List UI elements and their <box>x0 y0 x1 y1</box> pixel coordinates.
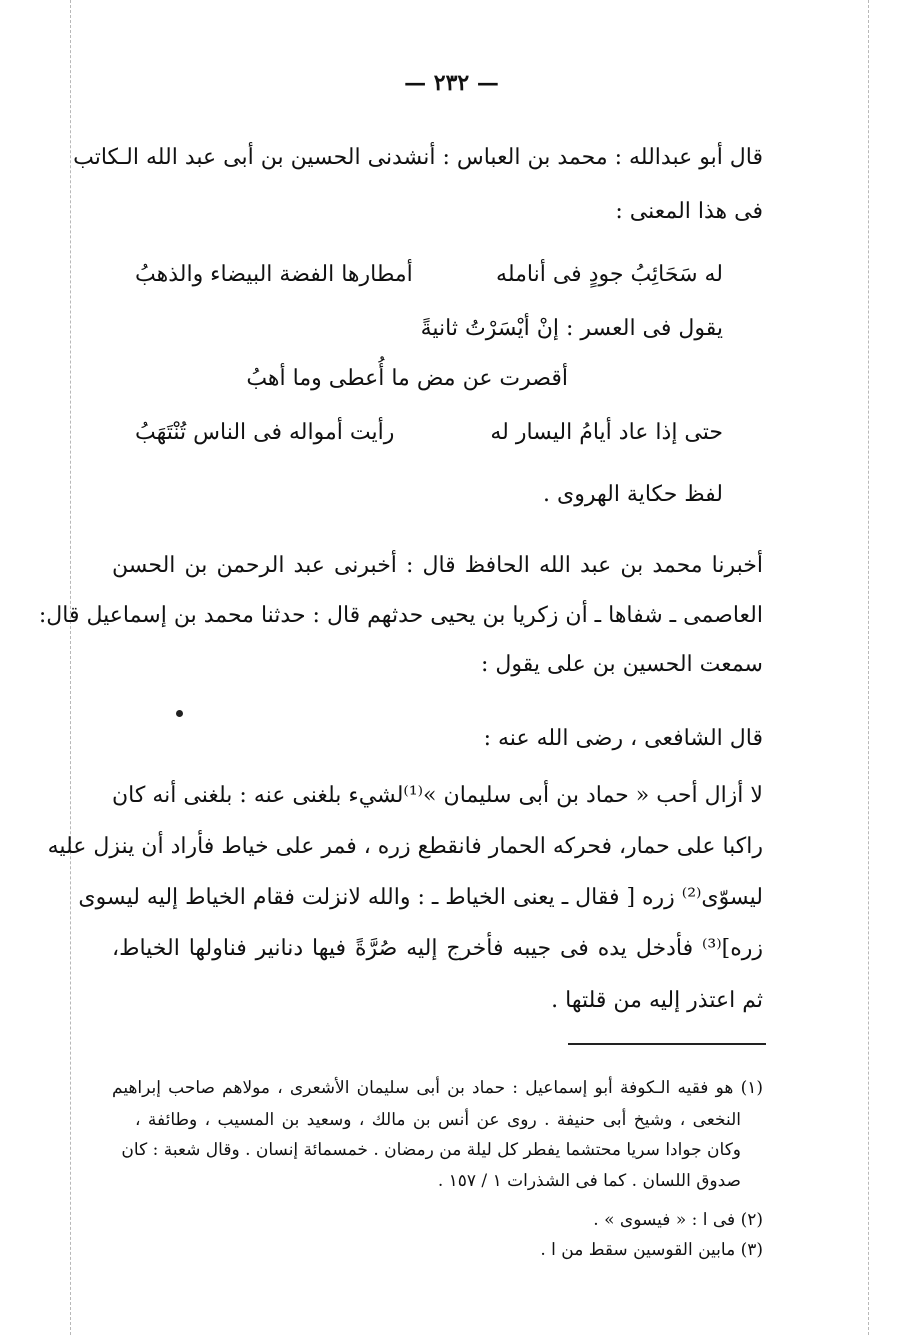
ink-mark <box>176 710 183 717</box>
verse-2-first-hemistich: يقول فى العسر : إنْ أيْسَرْتُ ثانيةً <box>420 316 723 341</box>
verse-3-second-hemistich: رأيت أمواله فى الناس تُنْتَهَبُ <box>135 420 395 445</box>
footnote-2: (٢) فى ا : « فيسوى » . <box>593 1210 763 1230</box>
footnote-1-line-2: النخعى ، وشيخ أبى حنيفة . روى عن أنس بن مالك ، وسعيد بن المسيب ، وطائفة ، <box>135 1110 741 1130</box>
text-line-12: ثم اعتذر إليه من قلتها . <box>551 988 763 1013</box>
text-line-1: قال أبو عبدالله : محمد بن العباس : أنشدنى الحسين بن أبى عبد الله الـكاتب <box>73 145 763 170</box>
text-line-9: راكبا على حمار، فحركه الحمار فانقطع زره ، فمر على خياط فأراد أن ينزل عليه <box>47 834 763 859</box>
text-line-5: العاصمى ـ شفاها ـ أن زكريا بن يحيى حدثهم قال : حدثنا محمد بن إسماعيل قال: <box>38 603 763 628</box>
text-line-7: قال الشافعى ، رضى الله عنه : <box>483 726 763 751</box>
verse-1-first-hemistich: له سَحَائِبُ جودٍ فى أنامله <box>496 262 723 287</box>
footnote-divider <box>568 1043 766 1045</box>
verse-3 <box>135 420 723 445</box>
footnote-1-line-1: (١) هو فقيه الـكوفة أبو إسماعيل : حماد بن أبى سليمان الأشعرى ، مولاهم صاحب إبراهيم <box>112 1078 763 1098</box>
verse-1-second-hemistich: أمطارها الفضة البيضاء والذهبُ <box>135 262 413 287</box>
page-edge-left <box>70 0 71 1335</box>
text-line-10: ليسوّى⁽²⁾ زره [ فقال ـ يعنى الخياط ـ : والله لانزلت فقام الخياط إليه ليسوى <box>78 885 763 910</box>
text-line-2: فى هذا المعنى : <box>615 199 763 224</box>
verse-2-second-hemistich: أقصرت عن مض ما أُعطى وما أهبُ <box>246 366 568 391</box>
text-line-8: لا أزال أحب « حماد بن أبى سليمان »⁽¹⁾لشيء بلغنى عنه : بلغنى أنه كان <box>112 783 763 808</box>
footnote-1-line-3: وكان جوادا سريا محتشما يفطر كل ليلة من رمضان . خمسمائة إنسان . وقال شعبة : كان <box>121 1140 741 1160</box>
page-edge-right <box>868 0 869 1335</box>
text-line-6: سمعت الحسين بن على يقول : <box>481 652 763 677</box>
verse-1 <box>135 262 723 287</box>
verse-3-first-hemistich: حتى إذا عاد أيامُ اليسار له <box>490 420 723 445</box>
footnote-1-line-4: صدوق اللسان . كما فى الشذرات ١ / ١٥٧ . <box>437 1171 741 1191</box>
text-line-11: زره]⁽³⁾ فأدخل يده فى جيبه فأخرج إليه صُرَّةً فيها دنانير فناولها الخياط، <box>112 936 763 961</box>
page-number: — ٢٣٢ — <box>404 70 499 96</box>
text-line-3: لفظ حكاية الهروى . <box>543 482 723 507</box>
footnote-3: (٣) مابين القوسين سقط من ا . <box>540 1240 763 1260</box>
text-line-4: أخبرنا محمد بن عبد الله الحافظ قال : أخبرنى عبد الرحمن بن الحسن <box>112 553 763 578</box>
